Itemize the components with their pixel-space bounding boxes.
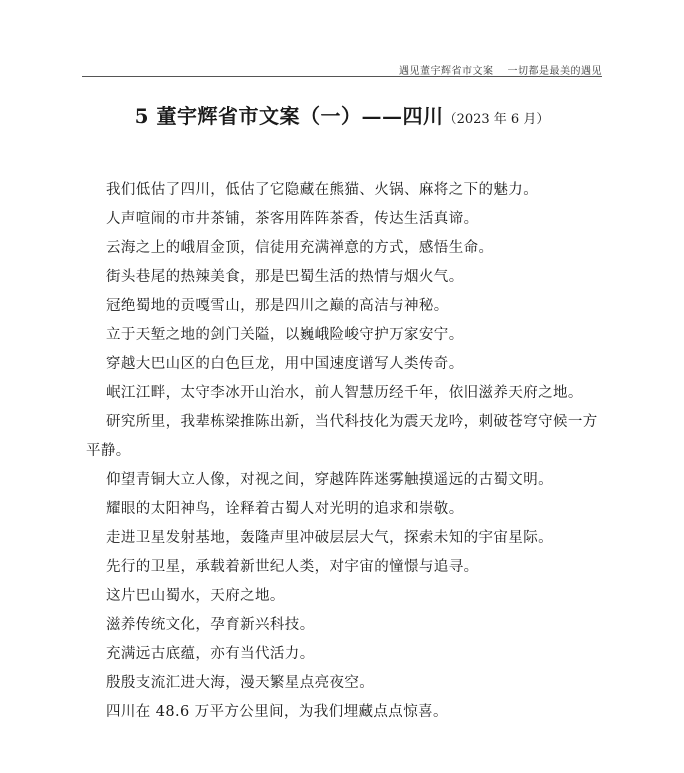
paragraph-8: 岷江江畔，太守李冰开山治水，前人智慧历经千年，依旧滋养天府之地。 [106, 385, 583, 401]
paragraph-6: 立于天堑之地的剑门关隘，以巍峨险峻守护万家安宁。 [106, 327, 464, 343]
paragraph-18: 四川在 48.6 万平方公里间，为我们埋藏点点惊喜。 [106, 704, 448, 720]
paragraph-13: 先行的卫星，承载着新世纪人类，对宇宙的憧憬与追寻。 [106, 559, 479, 575]
paragraph-9: 研究所里，我辈栋梁推陈出新，当代科技化为震天龙吟，刺破苍穹守候一方平静。 [86, 414, 598, 459]
paragraph-7: 穿越大巴山区的白色巨龙，用中国速度谱写人类传奇。 [106, 356, 464, 372]
page-title [0, 100, 684, 129]
body-text [86, 176, 606, 727]
header-rule [82, 76, 602, 77]
paragraph-3: 云海之上的峨眉金顶，信徒用充满禅意的方式，感悟生命。 [106, 240, 494, 256]
running-header [399, 62, 602, 77]
running-header-right: 一切都是最美的遇见 [507, 66, 602, 77]
paragraph-4: 街头巷尾的热辣美食，那是巴蜀生活的热情与烟火气。 [106, 269, 464, 285]
paragraph-10: 仰望青铜大立人像，对视之间，穿越阵阵迷雾触摸遥远的古蜀文明。 [106, 472, 553, 488]
paragraph-1: 我们低估了四川，低估了它隐藏在熊猫、火锅、麻将之下的魅力。 [106, 182, 539, 198]
paragraph-12: 走进卫星发射基地，轰隆声里冲破层层大气，探索未知的宇宙星际。 [106, 530, 553, 546]
paragraph-14: 这片巴山蜀水，天府之地。 [106, 588, 285, 604]
paragraph-15: 滋养传统文化，孕育新兴科技。 [106, 617, 315, 633]
paragraph-11: 耀眼的太阳神鸟，诠释着古蜀人对光明的追求和崇敬。 [106, 501, 464, 517]
paragraph-5: 冠绝蜀地的贡嘎雪山，那是四川之巅的高洁与神秘。 [106, 298, 449, 314]
running-header-left: 遇见董宇辉省市文案 [399, 66, 494, 77]
title-main: 5 董宇辉省市文案（一）——四川 [134, 104, 444, 128]
paragraph-16: 充满远古底蕴，亦有当代活力。 [106, 646, 315, 662]
paragraph-2: 人声喧闹的市井茶铺，茶客用阵阵茶香，传达生活真谛。 [106, 211, 479, 227]
paragraph-17: 殷殷支流汇进大海，漫天繁星点亮夜空。 [106, 675, 375, 691]
title-date: （2023 年 6 月） [443, 112, 550, 127]
